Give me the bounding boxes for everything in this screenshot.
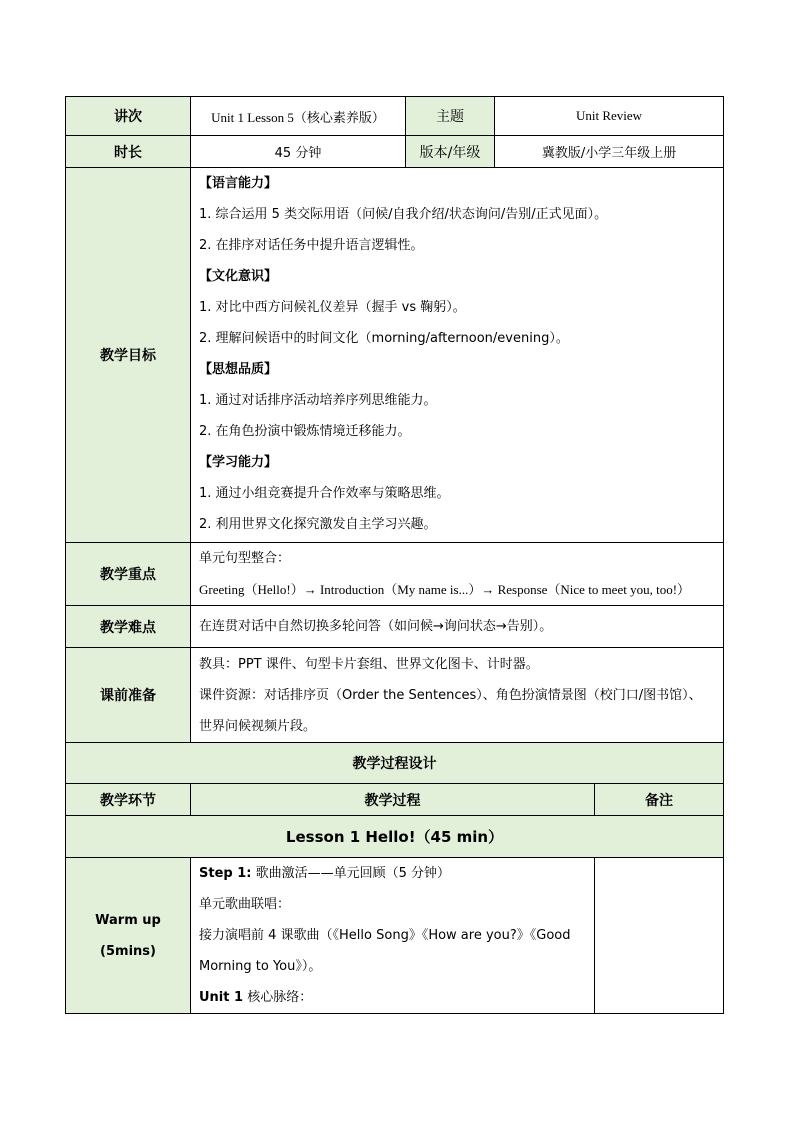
column-header-note: 备注 (595, 784, 724, 816)
lecture-label: 讲次 (66, 97, 191, 136)
row-key-points (66, 543, 724, 606)
lesson-title: Lesson 1 Hello!（45 min） (66, 816, 724, 858)
row-prep (66, 648, 724, 743)
lecture-value: Unit 1 Lesson 5（核心素养版） (191, 97, 406, 136)
process-line: 单元歌曲联唱： (199, 897, 291, 912)
warmup-process (191, 858, 595, 1014)
edition-label: 版本/年级 (406, 136, 495, 168)
warmup-note (595, 858, 724, 1014)
row-objectives (66, 168, 724, 543)
objective-section-title: 【语言能力】 (199, 176, 278, 191)
objective-item: 2. 在角色扮演中锻炼情境迁移能力。 (199, 424, 411, 439)
step-text: 歌曲激活——单元回顾（5 分钟） (255, 866, 451, 881)
key-points-label: 教学重点 (66, 543, 191, 606)
theme-label: 主题 (406, 97, 495, 136)
objectives-label: 教学目标 (66, 168, 191, 543)
row-process-header (66, 784, 724, 816)
row-difficulty (66, 606, 724, 648)
process-line: Morning to You》）。 (199, 959, 322, 974)
row-duration (66, 136, 724, 168)
row-warmup (66, 858, 724, 1014)
prep-content (191, 648, 724, 743)
column-header-process: 教学过程 (191, 784, 595, 816)
objective-item: 2. 理解问候语中的时间文化（morning/afternoon/evening）。 (199, 331, 569, 346)
warmup-label: Warm up (95, 912, 161, 928)
lesson-plan-table (65, 96, 724, 1014)
objectives-content (191, 168, 724, 543)
objective-section-title: 【思想品质】 (199, 362, 278, 377)
row-lesson-title (66, 816, 724, 858)
step-prefix: Step 1: (199, 866, 252, 881)
duration-value: 45 分钟 (191, 136, 406, 168)
key-points-line: 单元句型整合： (199, 551, 291, 566)
process-line (199, 982, 586, 1013)
difficulty-label: 教学难点 (66, 606, 191, 648)
objective-item: 1. 综合运用 5 类交际用语（问候/自我介绍/状态询问/告别/正式见面）。 (199, 207, 608, 222)
key-points-line: Greeting（Hello!）→ Introduction（My name is...）→ Response（Nice to meet you, too!） (199, 582, 691, 597)
objective-section-title: 【学习能力】 (199, 455, 278, 470)
difficulty-text: 在连贯对话中自然切换多轮问答（如问候→询问状态→告别）。 (191, 606, 724, 648)
duration-label: 时长 (66, 136, 191, 168)
prep-label: 课前准备 (66, 648, 191, 743)
warmup-stage (66, 858, 191, 1014)
unit-prefix: Unit 1 (199, 990, 244, 1005)
objective-item: 1. 通过小组竞赛提升合作效率与策略思维。 (199, 486, 450, 501)
warmup-time: (5mins) (100, 943, 156, 959)
process-title: 教学过程设计 (66, 743, 724, 784)
objective-section-title: 【文化意识】 (199, 269, 278, 284)
process-line: 接力演唱前 4 课歌曲（《Hello Song》《How are you?》《Good (199, 928, 571, 943)
theme-value: Unit Review (495, 97, 724, 136)
row-process-title (66, 743, 724, 784)
edition-value: 冀教版/小学三年级上册 (495, 136, 724, 168)
column-header-stage: 教学环节 (66, 784, 191, 816)
prep-line: 课件资源：对话排序页（Order the Sentences）、角色扮演情景图（校门口/图书馆）、 (199, 687, 702, 703)
objective-item: 1. 通过对话排序活动培养序列思维能力。 (199, 393, 437, 408)
unit-text: 核心脉络： (247, 990, 313, 1005)
key-points-content (191, 543, 724, 606)
step-heading (199, 858, 586, 889)
prep-line: 世界问候视频片段。 (199, 718, 317, 734)
objective-item: 1. 对比中西方问候礼仪差异（握手 vs 鞠躬）。 (199, 300, 466, 315)
objective-item: 2. 利用世界文化探究激发自主学习兴趣。 (199, 517, 437, 532)
objective-item: 2. 在排序对话任务中提升语言逻辑性。 (199, 238, 424, 253)
row-lecture (66, 97, 724, 136)
prep-line: 教具：PPT 课件、句型卡片套组、世界文化图卡、计时器。 (199, 656, 539, 672)
